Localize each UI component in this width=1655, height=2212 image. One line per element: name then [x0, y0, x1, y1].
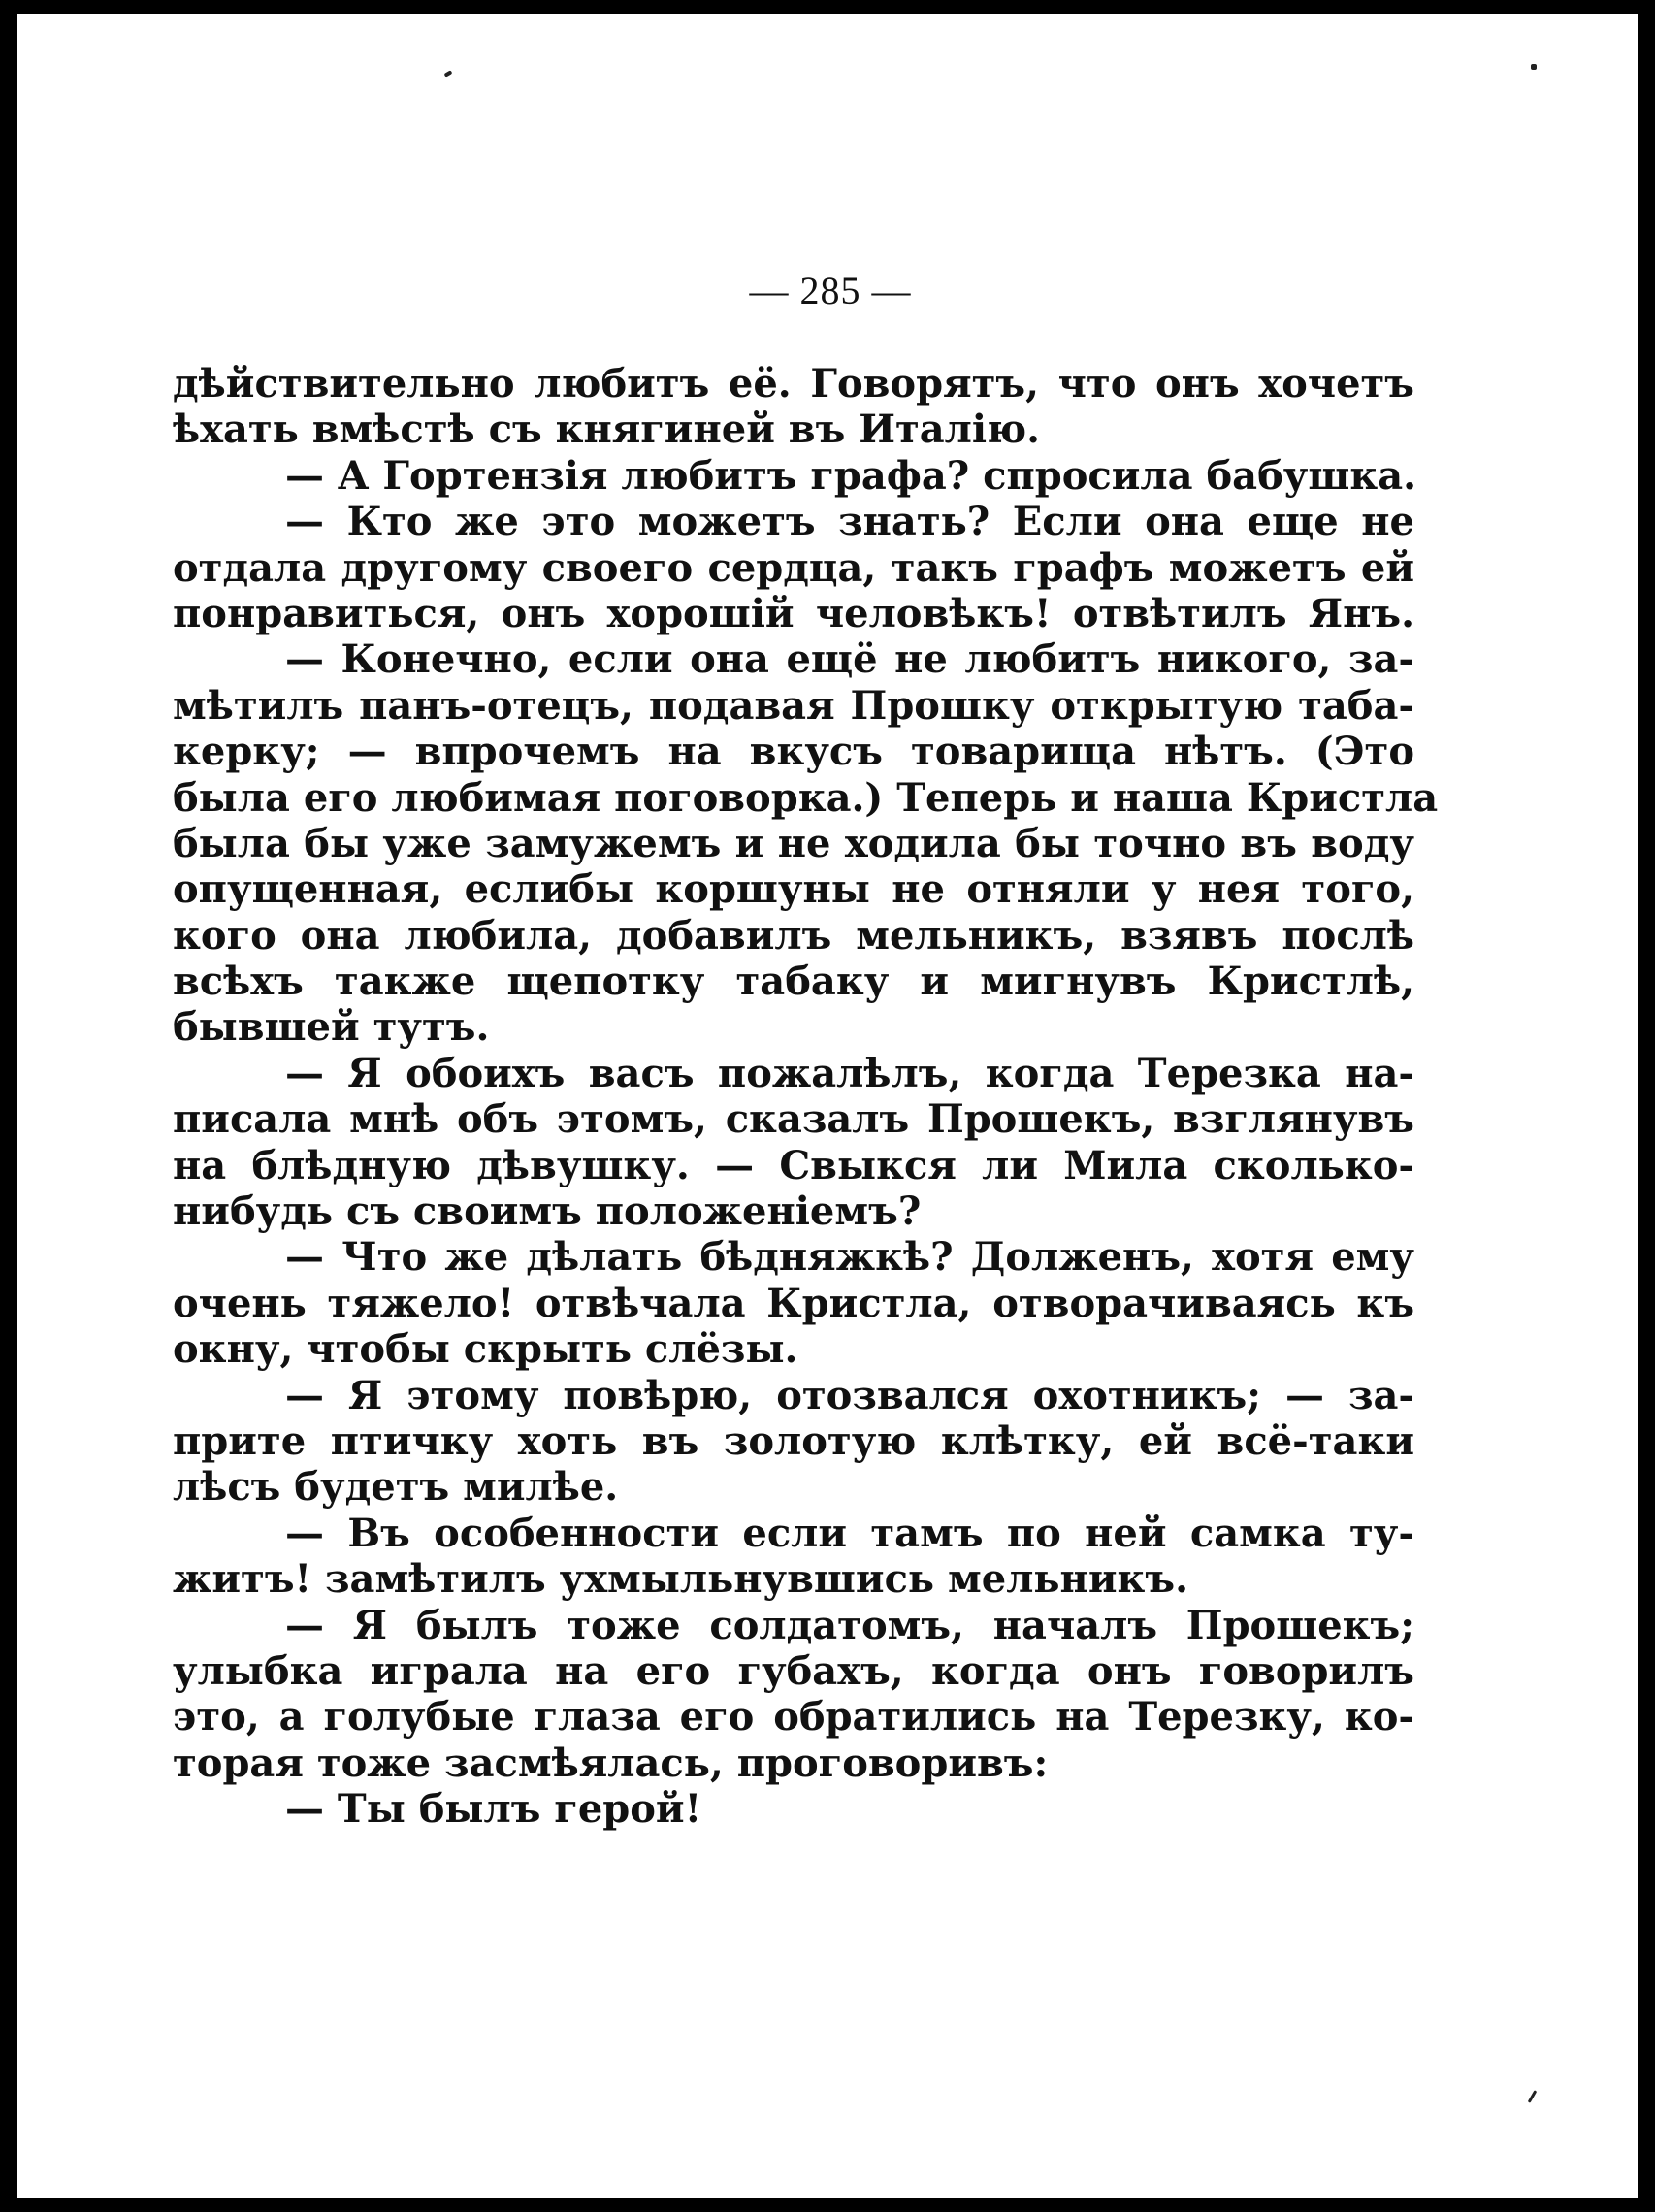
text-line: была бы уже замужемъ и не ходила бы точно въ воду — [173, 820, 1414, 866]
text-line: житъ! замѣтилъ ухмыльнувшись мельникъ. — [173, 1556, 1188, 1603]
text-line: лѣсъ будетъ милѣе. — [173, 1464, 619, 1511]
text-line: — Въ особенности если тамъ по ней самка ту- — [285, 1510, 1414, 1556]
text-line: — Я этому повѣрю, отозвался охотникъ; — за- — [285, 1372, 1414, 1418]
page-number: — 285 — — [749, 269, 912, 312]
text-line: опущенная, еслибы коршуны не отняли у нея того, — [173, 866, 1414, 913]
text-line: ѣхать вмѣстѣ съ княгиней въ Италію. — [173, 407, 1041, 453]
text-line: дѣйствительно любитъ её. Говорятъ, что онъ хочетъ — [173, 361, 1414, 407]
book-page — [17, 14, 1638, 2198]
text-line: очень тяжело! отвѣчала Кристла, отворачиваясь къ — [173, 1280, 1414, 1326]
text-line: — Я былъ тоже солдатомъ, началъ Прошекъ; — [285, 1602, 1414, 1648]
text-line: писала мнѣ объ этомъ, сказалъ Прошекъ, взглянувъ — [173, 1096, 1414, 1143]
print-speck — [1528, 2090, 1538, 2103]
text-line: это, а голубые глаза его обратились на Терезку, ко- — [173, 1694, 1414, 1740]
text-line: понравиться, онъ хорошій человѣкъ! отвѣтилъ Янъ. — [173, 590, 1414, 636]
text-line: кого она любила, добавилъ мельникъ, взявъ послѣ — [173, 912, 1414, 959]
text-line: — Ты былъ герой! — [285, 1786, 702, 1833]
text-line: нибудь съ своимъ положеніемъ? — [173, 1188, 922, 1235]
print-speck — [1531, 64, 1537, 70]
print-speck — [444, 70, 453, 77]
text-line: — А Гортензія любитъ графа? спросила бабушка. — [285, 452, 1417, 499]
text-line: была его любимая поговорка.) Теперь и наша Кристла — [173, 774, 1439, 821]
text-line: керку; — впрочемъ на вкусъ товарища нѣтъ. (Это — [173, 729, 1414, 775]
text-line: отдала другому своего сердца, такъ графъ можетъ ей — [173, 544, 1414, 591]
text-line: мѣтилъ панъ-отецъ, подавая Прошку открытую таба- — [173, 682, 1414, 729]
text-line: — Я обоихъ васъ пожалѣлъ, когда Терезка на- — [285, 1050, 1414, 1096]
text-line: на блѣдную дѣвушку. — Свыкся ли Мила сколько- — [173, 1142, 1414, 1188]
text-line: — Конечно, если она ещё не любитъ никого, за- — [285, 636, 1414, 683]
text-line: окну, чтобы скрыть слёзы. — [173, 1326, 798, 1373]
text-line: торая тоже засмѣялась, проговоривъ: — [173, 1740, 1049, 1786]
body-text — [173, 361, 1439, 1833]
text-line: бывшей тутъ. — [173, 1004, 490, 1051]
text-line: улыбка играла на его губахъ, когда онъ говорилъ — [173, 1647, 1414, 1694]
text-line: — Кто же это можетъ знать? Если она еще не — [285, 499, 1414, 545]
text-line: прите птичку хоть въ золотую клѣтку, ей всё-таки — [173, 1417, 1414, 1464]
text-line: всѣхъ также щепотку табаку и мигнувъ Кристлѣ, — [173, 959, 1414, 1005]
text-line: — Что же дѣлать бѣдняжкѣ? Долженъ, хотя ему — [285, 1234, 1414, 1281]
